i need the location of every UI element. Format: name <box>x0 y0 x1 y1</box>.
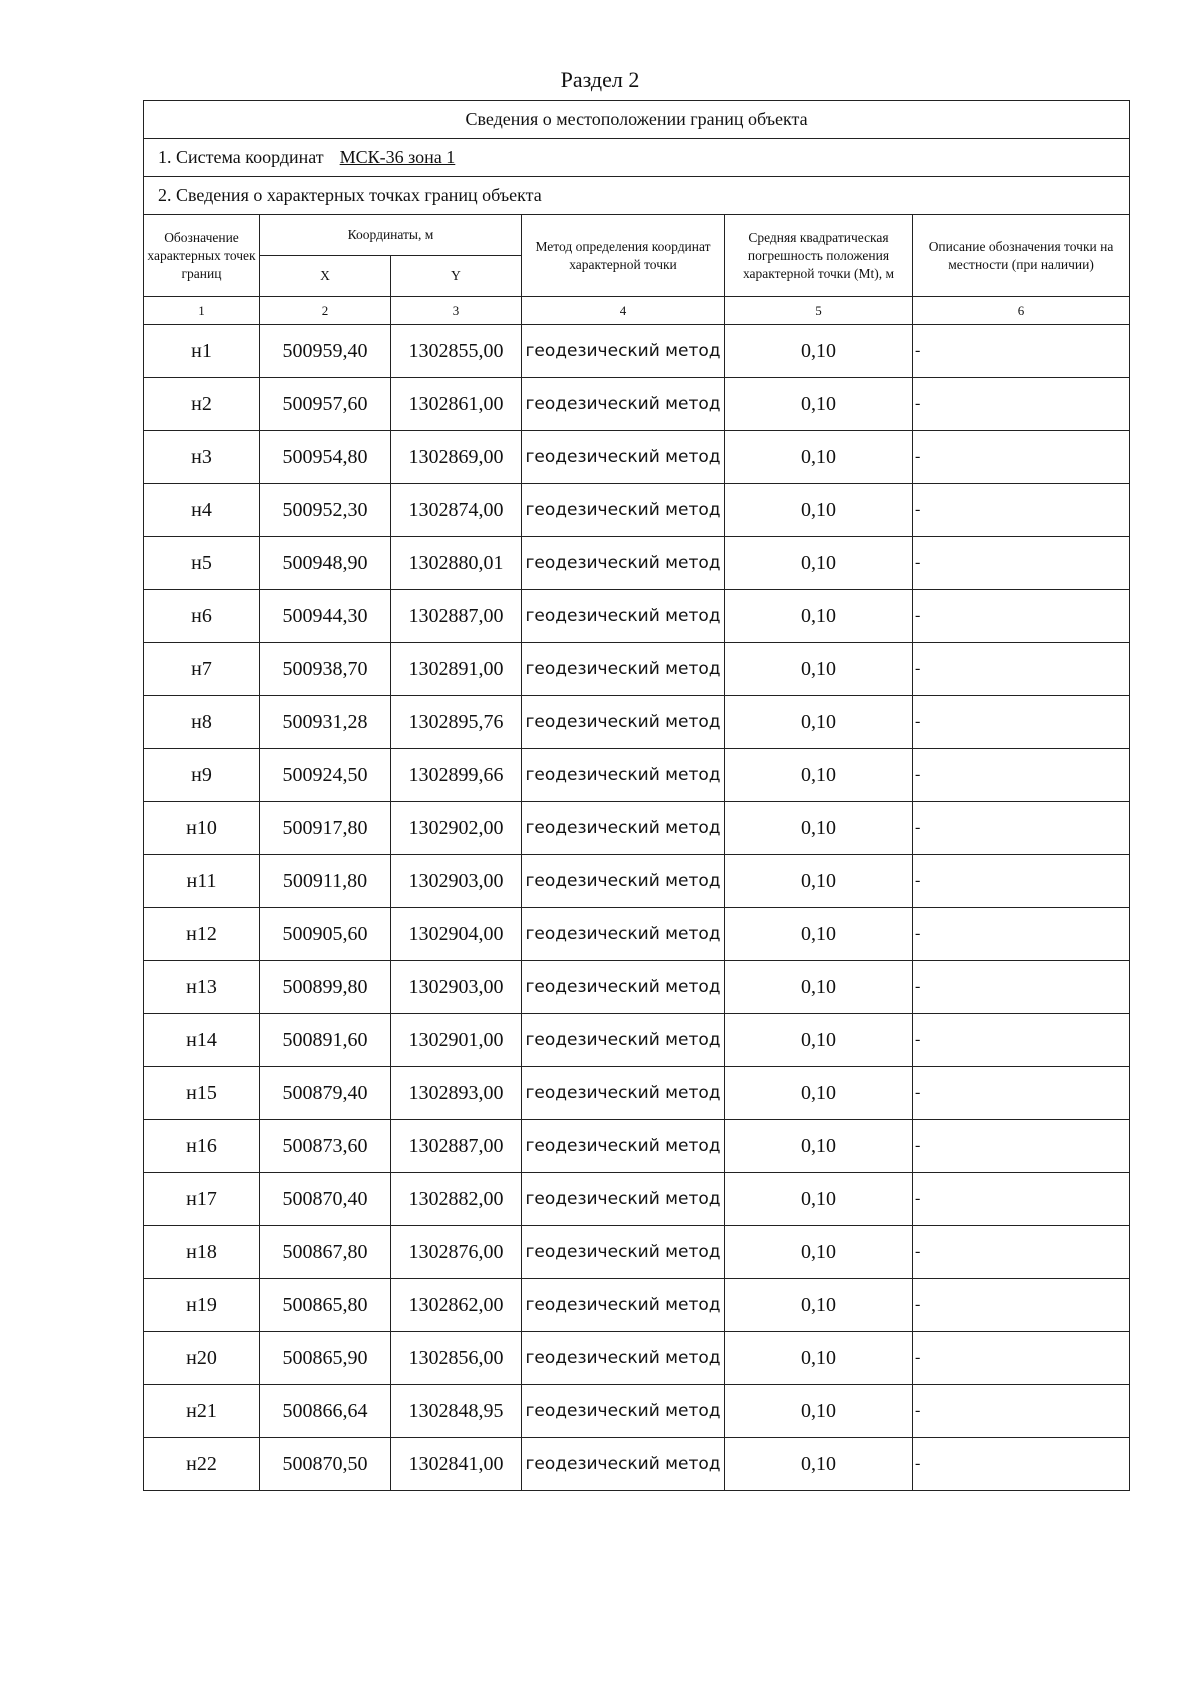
method-cell: геодезический метод <box>522 1173 725 1226</box>
coord-y-cell: 1302887,00 <box>391 1120 522 1173</box>
coord-y-cell: 1302882,00 <box>391 1173 522 1226</box>
point-id-cell: н9 <box>144 749 260 802</box>
description-cell: - <box>913 1332 1130 1385</box>
table-row <box>144 1120 1130 1173</box>
mt-error-cell: 0,10 <box>725 1173 913 1226</box>
coord-y-cell: 1302862,00 <box>391 1279 522 1332</box>
table-row <box>144 1332 1130 1385</box>
method-cell: геодезический метод <box>522 1332 725 1385</box>
mt-error-cell: 0,10 <box>725 537 913 590</box>
table-row <box>144 484 1130 537</box>
description-cell: - <box>913 1438 1130 1491</box>
point-id-cell: н5 <box>144 537 260 590</box>
table-row <box>144 1014 1130 1067</box>
mt-error-cell: 0,10 <box>725 696 913 749</box>
point-id-cell: н18 <box>144 1226 260 1279</box>
mt-error-cell: 0,10 <box>725 431 913 484</box>
coordinate-system-row <box>144 139 1130 177</box>
mt-error-cell: 0,10 <box>725 1332 913 1385</box>
table-row <box>144 590 1130 643</box>
coord-x-cell: 500891,60 <box>260 1014 391 1067</box>
coord-x-cell: 500911,80 <box>260 855 391 908</box>
mt-error-cell: 0,10 <box>725 1438 913 1491</box>
header-method: Метод определения координат характерной точки <box>522 215 725 297</box>
coord-x-cell: 500931,28 <box>260 696 391 749</box>
mt-error-cell: 0,10 <box>725 484 913 537</box>
point-id-cell: н16 <box>144 1120 260 1173</box>
table-row <box>144 1438 1130 1491</box>
mt-error-cell: 0,10 <box>725 1385 913 1438</box>
coord-y-cell: 1302902,00 <box>391 802 522 855</box>
mt-error-cell: 0,10 <box>725 590 913 643</box>
description-cell: - <box>913 325 1130 378</box>
description-cell: - <box>913 696 1130 749</box>
mt-error-cell: 0,10 <box>725 961 913 1014</box>
coord-x-cell: 500879,40 <box>260 1067 391 1120</box>
description-cell: - <box>913 431 1130 484</box>
table-row <box>144 1279 1130 1332</box>
method-cell: геодезический метод <box>522 961 725 1014</box>
point-id-cell: н10 <box>144 802 260 855</box>
method-cell: геодезический метод <box>522 484 725 537</box>
description-cell: - <box>913 961 1130 1014</box>
coord-y-cell: 1302887,00 <box>391 590 522 643</box>
point-id-cell: н11 <box>144 855 260 908</box>
description-cell: - <box>913 643 1130 696</box>
description-cell: - <box>913 590 1130 643</box>
method-cell: геодезический метод <box>522 908 725 961</box>
point-id-cell: н19 <box>144 1279 260 1332</box>
header-error: Средняя квадратическая погрешность положения характерной точки (Mt), м <box>725 215 913 297</box>
coord-y-cell: 1302841,00 <box>391 1438 522 1491</box>
table-row <box>144 802 1130 855</box>
point-id-cell: н22 <box>144 1438 260 1491</box>
coord-x-cell: 500865,80 <box>260 1279 391 1332</box>
point-id-cell: н14 <box>144 1014 260 1067</box>
coord-y-cell: 1302861,00 <box>391 378 522 431</box>
coord-x-cell: 500924,50 <box>260 749 391 802</box>
description-cell: - <box>913 484 1130 537</box>
table-title: Сведения о местоположении границ объекта <box>144 101 1130 139</box>
coord-y-cell: 1302855,00 <box>391 325 522 378</box>
method-cell: геодезический метод <box>522 855 725 908</box>
mt-error-cell: 0,10 <box>725 855 913 908</box>
description-cell: - <box>913 1279 1130 1332</box>
mt-error-cell: 0,10 <box>725 908 913 961</box>
description-cell: - <box>913 802 1130 855</box>
description-cell: - <box>913 1014 1130 1067</box>
coord-x-cell: 500957,60 <box>260 378 391 431</box>
column-number: 3 <box>391 297 522 325</box>
table-row <box>144 908 1130 961</box>
method-cell: геодезический метод <box>522 1014 725 1067</box>
column-number: 5 <box>725 297 913 325</box>
table-row <box>144 1226 1130 1279</box>
method-cell: геодезический метод <box>522 696 725 749</box>
column-number: 1 <box>144 297 260 325</box>
description-cell: - <box>913 537 1130 590</box>
coord-x-cell: 500917,80 <box>260 802 391 855</box>
mt-error-cell: 0,10 <box>725 1279 913 1332</box>
coord-y-cell: 1302869,00 <box>391 431 522 484</box>
mt-error-cell: 0,10 <box>725 802 913 855</box>
method-cell: геодезический метод <box>522 1226 725 1279</box>
description-cell: - <box>913 1120 1130 1173</box>
description-cell: - <box>913 1226 1130 1279</box>
mt-error-cell: 0,10 <box>725 325 913 378</box>
coord-x-cell: 500865,90 <box>260 1332 391 1385</box>
point-id-cell: н15 <box>144 1067 260 1120</box>
header-y: Y <box>391 256 522 297</box>
coord-y-cell: 1302876,00 <box>391 1226 522 1279</box>
coord-y-cell: 1302904,00 <box>391 908 522 961</box>
mt-error-cell: 0,10 <box>725 378 913 431</box>
coord-x-cell: 500899,80 <box>260 961 391 1014</box>
coord-x-cell: 500938,70 <box>260 643 391 696</box>
method-cell: геодезический метод <box>522 378 725 431</box>
description-cell: - <box>913 749 1130 802</box>
table-row <box>144 643 1130 696</box>
coord-x-cell: 500867,80 <box>260 1226 391 1279</box>
method-cell: геодезический метод <box>522 1120 725 1173</box>
table-row <box>144 431 1130 484</box>
point-id-cell: н8 <box>144 696 260 749</box>
method-cell: геодезический метод <box>522 431 725 484</box>
mt-error-cell: 0,10 <box>725 1120 913 1173</box>
method-cell: геодезический метод <box>522 749 725 802</box>
table-row <box>144 537 1130 590</box>
coord-y-cell: 1302848,95 <box>391 1385 522 1438</box>
table-row <box>144 1067 1130 1120</box>
coord-x-cell: 500870,50 <box>260 1438 391 1491</box>
table-row <box>144 855 1130 908</box>
table-row <box>144 1173 1130 1226</box>
mt-error-cell: 0,10 <box>725 1226 913 1279</box>
boundary-points-table <box>143 100 1130 1491</box>
method-cell: геодезический метод <box>522 590 725 643</box>
coord-x-cell: 500870,40 <box>260 1173 391 1226</box>
point-id-cell: н12 <box>144 908 260 961</box>
table-row <box>144 325 1130 378</box>
coord-x-cell: 500873,60 <box>260 1120 391 1173</box>
description-cell: - <box>913 1385 1130 1438</box>
coord-x-cell: 500905,60 <box>260 908 391 961</box>
mt-error-cell: 0,10 <box>725 643 913 696</box>
coord-x-cell: 500959,40 <box>260 325 391 378</box>
coord-y-cell: 1302874,00 <box>391 484 522 537</box>
description-cell: - <box>913 908 1130 961</box>
coord-y-cell: 1302893,00 <box>391 1067 522 1120</box>
header-description: Описание обозначения точки на местности (при наличии) <box>913 215 1130 297</box>
header-x: X <box>260 256 391 297</box>
point-id-cell: н21 <box>144 1385 260 1438</box>
mt-error-cell: 0,10 <box>725 749 913 802</box>
table-row <box>144 696 1130 749</box>
method-cell: геодезический метод <box>522 1385 725 1438</box>
table-row <box>144 961 1130 1014</box>
coord-y-cell: 1302901,00 <box>391 1014 522 1067</box>
section-title: Раздел 2 <box>560 67 640 92</box>
coordinate-system-value: МСК-36 зона 1 <box>339 147 456 167</box>
coord-x-cell: 500948,90 <box>260 537 391 590</box>
coord-x-cell: 500954,80 <box>260 431 391 484</box>
description-cell: - <box>913 1067 1130 1120</box>
description-cell: - <box>913 855 1130 908</box>
coord-y-cell: 1302891,00 <box>391 643 522 696</box>
point-id-cell: н13 <box>144 961 260 1014</box>
mt-error-cell: 0,10 <box>725 1014 913 1067</box>
column-number: 2 <box>260 297 391 325</box>
point-id-cell: н1 <box>144 325 260 378</box>
header-designation: Обозначение характерных точек границ <box>144 215 260 297</box>
method-cell: геодезический метод <box>522 1438 725 1491</box>
method-cell: геодезический метод <box>522 537 725 590</box>
column-number: 4 <box>522 297 725 325</box>
coord-y-cell: 1302899,66 <box>391 749 522 802</box>
table-row <box>144 378 1130 431</box>
coord-y-cell: 1302903,00 <box>391 961 522 1014</box>
point-id-cell: н20 <box>144 1332 260 1385</box>
description-cell: - <box>913 378 1130 431</box>
column-number: 6 <box>913 297 1130 325</box>
method-cell: геодезический метод <box>522 643 725 696</box>
point-id-cell: н17 <box>144 1173 260 1226</box>
coord-y-cell: 1302880,01 <box>391 537 522 590</box>
coord-x-cell: 500866,64 <box>260 1385 391 1438</box>
method-cell: геодезический метод <box>522 1279 725 1332</box>
header-coordinates: Координаты, м <box>260 215 522 256</box>
method-cell: геодезический метод <box>522 1067 725 1120</box>
point-id-cell: н7 <box>144 643 260 696</box>
coord-x-cell: 500952,30 <box>260 484 391 537</box>
point-id-cell: н4 <box>144 484 260 537</box>
description-cell: - <box>913 1173 1130 1226</box>
points-heading: 2. Сведения о характерных точках границ объекта <box>144 177 1130 215</box>
table-row <box>144 1385 1130 1438</box>
table-row <box>144 749 1130 802</box>
point-id-cell: н6 <box>144 590 260 643</box>
point-id-cell: н3 <box>144 431 260 484</box>
coord-y-cell: 1302903,00 <box>391 855 522 908</box>
mt-error-cell: 0,10 <box>725 1067 913 1120</box>
coord-y-cell: 1302856,00 <box>391 1332 522 1385</box>
coordinate-system-label: 1. Система координат <box>158 147 324 167</box>
coord-y-cell: 1302895,76 <box>391 696 522 749</box>
method-cell: геодезический метод <box>522 325 725 378</box>
point-id-cell: н2 <box>144 378 260 431</box>
method-cell: геодезический метод <box>522 802 725 855</box>
coord-x-cell: 500944,30 <box>260 590 391 643</box>
